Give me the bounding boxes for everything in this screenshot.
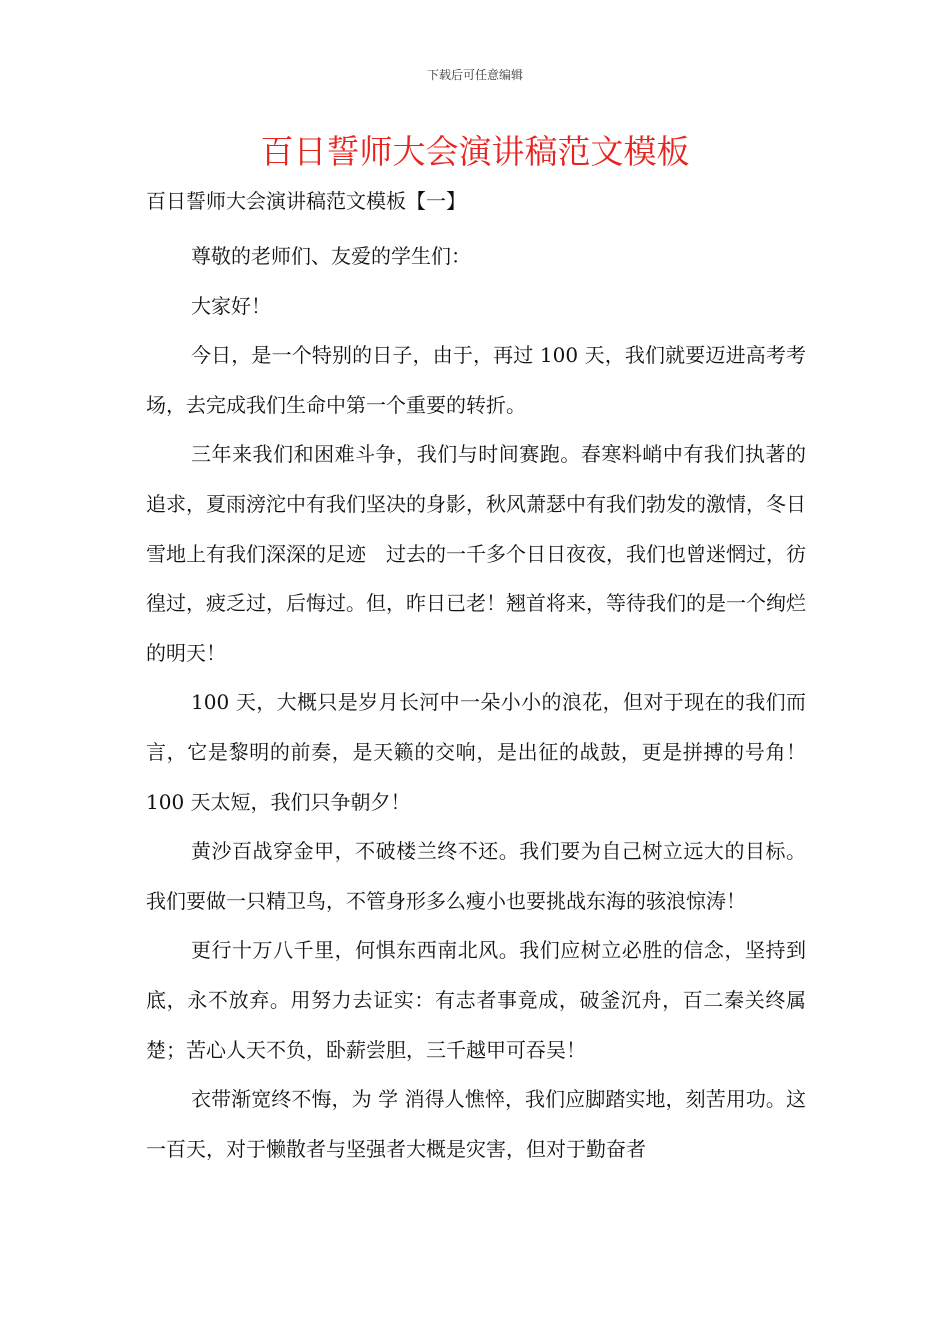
paragraph: 100 天，大概只是岁月长河中一朵小小的浪花，但对于现在的我们而言，它是黎明的前奏，是天籁的交响，是出征的战鼓，更是拼搏的号角！100 天太短，我们只争朝夕！ [146,690,806,814]
paragraph: 黄沙百战穿金甲，不破楼兰终不还。我们要为自己树立远大的目标。我们要做一只精卫鸟，不管身形多么瘦小也要挑战东海的骇浪惊涛！ [146,839,806,913]
paragraph-greeting: 尊敬的老师们、友爱的学生们： [191,244,471,268]
paragraph: 今日，是一个特别的日子，由于，再过 100 天，我们就要迈进高考考场，去完成我们生命中第一个重要的转折。 [146,343,806,417]
document-body [146,232,806,1174]
paragraph: 更行十万八千里，何惧东西南北风。我们应树立必胜的信念，坚持到底，永不放弃。用努力去证实：有志者事竟成，破釜沉舟，百二秦关终属楚；苦心人天不负，卧薪尝胆，三千越甲可吞吴！ [146,938,806,1062]
paragraph: 三年来我们和困难斗争，我们与时间赛跑。春寒料峭中有我们执著的追求，夏雨滂沱中有我们坚决的身影，秋风萧瑟中有我们勃发的激情，冬日雪地上有我们深深的足迹 过去的一千多个日日夜夜，我们也曾迷惘过，彷徨过，疲乏过，后悔过。但，昨日已老！翘首将来，等待我们的是一个绚烂的明天！ [146,442,806,665]
paragraph: 衣带渐宽终不悔，为 学 消得人憔悴，我们应脚踏实地，刻苦用功。这一百天，对于懒散者与坚强者大概是灾害，但对于勤奋者 [146,1087,806,1161]
paragraph-hello: 大家好！ [191,293,271,318]
section-heading: 百日誓师大会演讲稿范文模板【一】 [146,189,466,213]
header-note: 下载后可任意编辑 [426,68,523,82]
document-title: 百日誓师大会演讲稿范文模板 [260,132,690,171]
